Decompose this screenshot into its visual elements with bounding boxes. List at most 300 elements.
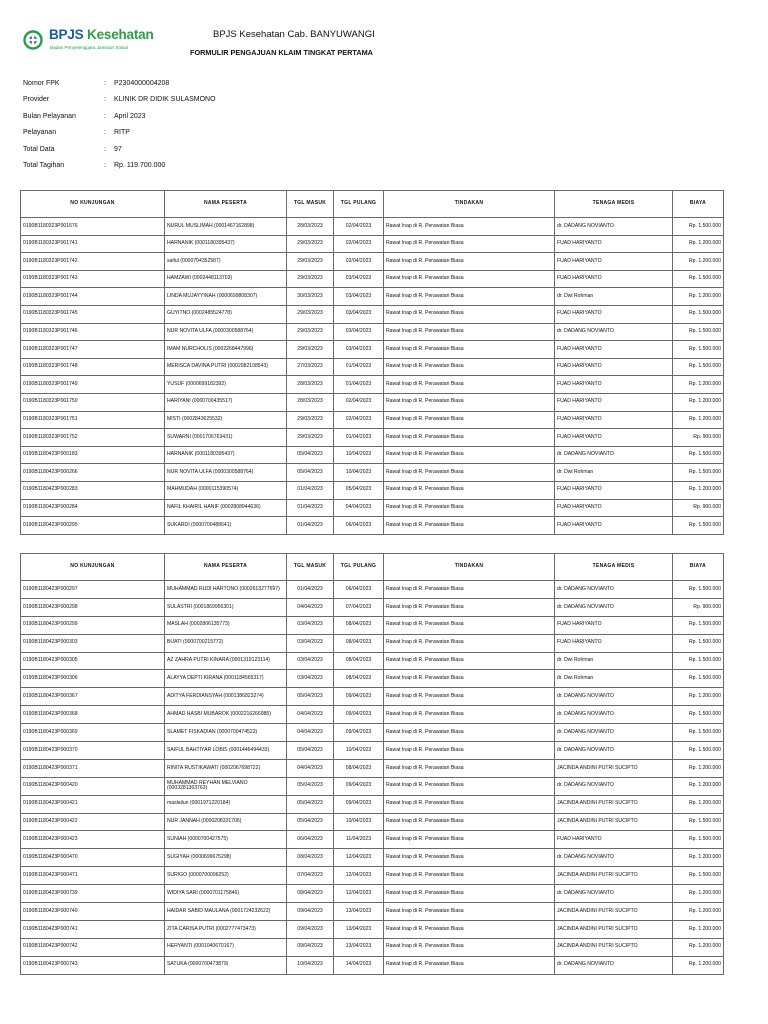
- cell-tgl-pulang: 03/04/2023: [334, 270, 384, 288]
- cell-tenaga-medis: dr. DADANG NOVIANTO: [555, 323, 673, 341]
- cell-nama-peserta: SUGIYAH (0000699675298): [165, 849, 287, 867]
- cell-tindakan: Rawat Inap di R. Perawatan Biasa: [384, 411, 555, 429]
- bpjs-emblem-icon: [23, 30, 43, 50]
- cell-tindakan: Rawat Inap di R. Perawatan Biasa: [384, 670, 555, 688]
- cell-tgl-masuk: 04/04/2023: [287, 759, 334, 777]
- cell-nama-peserta: SULASTRI (0001869956301): [165, 598, 287, 616]
- cell-tgl-pulang: 13/04/2023: [334, 938, 384, 956]
- cell-nama-peserta: NUR NOVITA ULFA (0000300588764): [165, 464, 287, 482]
- cell-tgl-masuk: 09/04/2023: [287, 903, 334, 921]
- info-separator: :: [104, 112, 106, 120]
- cell-tindakan: Rawat Inap di R. Perawatan Biasa: [384, 634, 555, 652]
- cell-biaya: Rp. 1.500.000: [673, 616, 724, 634]
- column-header-tgl-pulang: TGL PULANG: [334, 191, 384, 218]
- cell-tindakan: Rawat Inap di R. Perawatan Biasa: [384, 218, 555, 236]
- cell-nama-peserta: maslailun (0001971220184): [165, 795, 287, 813]
- info-separator: :: [104, 80, 106, 87]
- cell-tgl-pulang: 01/04/2023: [334, 358, 384, 376]
- cell-tgl-pulang: 10/04/2023: [334, 742, 384, 760]
- cell-no-kunjungan: 0190B1180423P000369: [21, 724, 165, 742]
- table-row: [21, 218, 724, 236]
- cell-tindakan: Rawat Inap di R. Perawatan Biasa: [384, 885, 555, 903]
- cell-nama-peserta: ADITYA FERDIANSYAH (0001386823274): [165, 688, 287, 706]
- cell-nama-peserta: SLAMET FISKADIAN (0000700474522): [165, 724, 287, 742]
- cell-biaya: Rp. 1.500.000: [673, 464, 724, 482]
- table-row: [21, 517, 724, 535]
- cell-tenaga-medis: JACINDA ANDINI PUTRI SUCIPTO: [555, 867, 673, 885]
- cell-tenaga-medis: JACINDA ANDINI PUTRI SUCIPTO: [555, 759, 673, 777]
- cell-tenaga-medis: dr. Dwi Rohman: [555, 652, 673, 670]
- cell-tgl-pulang: 13/04/2023: [334, 920, 384, 938]
- cell-tindakan: Rawat Inap di R. Perawatan Biasa: [384, 706, 555, 724]
- cell-tgl-pulang: 03/04/2023: [334, 305, 384, 323]
- cell-no-kunjungan: 0190B1180423P000297: [21, 581, 165, 599]
- cell-no-kunjungan: 0190B1180423P000743: [21, 956, 165, 974]
- cell-tindakan: Rawat Inap di R. Perawatan Biasa: [384, 481, 555, 499]
- cell-tgl-pulang: 01/04/2023: [334, 429, 384, 447]
- cell-tgl-masuk: 03/04/2023: [287, 652, 334, 670]
- cell-tindakan: Rawat Inap di R. Perawatan Biasa: [384, 358, 555, 376]
- info-value: April 2023: [114, 112, 146, 120]
- cell-tgl-masuk: 06/04/2023: [287, 831, 334, 849]
- cell-tenaga-medis: dr. DADANG NOVIANTO: [555, 706, 673, 724]
- cell-no-kunjungan: 0190B1180423P000739: [21, 885, 165, 903]
- cell-no-kunjungan: 0190B1180323P001744: [21, 288, 165, 306]
- cell-tgl-pulang: 01/04/2023: [334, 376, 384, 394]
- cell-biaya: Rp. 1.200.000: [673, 393, 724, 411]
- cell-tgl-masuk: 08/04/2023: [287, 849, 334, 867]
- cell-tgl-pulang: 06/04/2023: [334, 581, 384, 599]
- cell-tindakan: Rawat Inap di R. Perawatan Biasa: [384, 376, 555, 394]
- cell-nama-peserta: LINDA MUJAYYINAH (0000699808307): [165, 288, 287, 306]
- cell-nama-peserta: SATUKA (0000700473879): [165, 956, 287, 974]
- cell-tindakan: Rawat Inap di R. Perawatan Biasa: [384, 499, 555, 517]
- cell-biaya: Rp. 1.500.000: [673, 323, 724, 341]
- cell-tgl-masuk: 05/04/2023: [287, 813, 334, 831]
- cell-tindakan: Rawat Inap di R. Perawatan Biasa: [384, 742, 555, 760]
- info-label: Total Tagihan: [23, 161, 65, 169]
- cell-biaya: Rp. 1.500.000: [673, 446, 724, 464]
- table-row: [21, 903, 724, 921]
- cell-tenaga-medis: FUAD HARIYANTO: [555, 616, 673, 634]
- cell-no-kunjungan: 0190B1180423P000305: [21, 652, 165, 670]
- cell-no-kunjungan: 0190B1180323P001747: [21, 341, 165, 359]
- cell-nama-peserta: MUHAMMAD REYHAN MELVIANO (0003281363763): [165, 777, 287, 795]
- cell-biaya: Rp. 900.000: [673, 429, 724, 447]
- cell-nama-peserta: HARIYANI (0000700435517): [165, 393, 287, 411]
- cell-tindakan: Rawat Inap di R. Perawatan Biasa: [384, 831, 555, 849]
- table-row: [21, 464, 724, 482]
- cell-tindakan: Rawat Inap di R. Perawatan Biasa: [384, 777, 555, 795]
- cell-tgl-pulang: 02/04/2023: [334, 411, 384, 429]
- cell-nama-peserta: NAFIL KHAIRIL HANIF (0002808944636): [165, 499, 287, 517]
- cell-tgl-pulang: 04/04/2023: [334, 499, 384, 517]
- cell-no-kunjungan: 0190B1180423P000306: [21, 670, 165, 688]
- column-header-biaya: BIAYA: [673, 554, 724, 581]
- cell-nama-peserta: AHMAD HASBI MUBAROK (0002216266986): [165, 706, 287, 724]
- table-row: [21, 358, 724, 376]
- cell-no-kunjungan: 0190B1180423P000303: [21, 634, 165, 652]
- cell-tgl-masuk: 29/03/2023: [287, 411, 334, 429]
- cell-no-kunjungan: 0190B1180323P001750: [21, 393, 165, 411]
- cell-no-kunjungan: 0190B1180423P000295: [21, 517, 165, 535]
- cell-no-kunjungan: 0190B1180323P001743: [21, 270, 165, 288]
- cell-nama-peserta: IMAM NURCHOLIS (0002268447996): [165, 341, 287, 359]
- cell-nama-peserta: YUSUF (0000699182392): [165, 376, 287, 394]
- cell-tgl-masuk: 29/03/2023: [287, 323, 334, 341]
- cell-biaya: Rp. 1.500.000: [673, 706, 724, 724]
- cell-tindakan: Rawat Inap di R. Perawatan Biasa: [384, 903, 555, 921]
- cell-tgl-pulang: 08/04/2023: [334, 634, 384, 652]
- cell-tgl-pulang: 12/04/2023: [334, 867, 384, 885]
- cell-biaya: Rp. 1.500.000: [673, 270, 724, 288]
- cell-tindakan: Rawat Inap di R. Perawatan Biasa: [384, 235, 555, 253]
- cell-tgl-pulang: 05/04/2023: [334, 481, 384, 499]
- cell-tenaga-medis: JACINDA ANDINI PUTRI SUCIPTO: [555, 920, 673, 938]
- cell-tindakan: Rawat Inap di R. Perawatan Biasa: [384, 288, 555, 306]
- cell-tgl-pulang: 02/04/2023: [334, 253, 384, 271]
- cell-tgl-masuk: 29/03/2023: [287, 235, 334, 253]
- cell-tenaga-medis: dr. DADANG NOVIANTO: [555, 581, 673, 599]
- column-header-tgl-masuk: TGL MASUK: [287, 191, 334, 218]
- cell-biaya: Rp. 1.200.000: [673, 253, 724, 271]
- cell-no-kunjungan: 0190B1180423P000283: [21, 481, 165, 499]
- cell-nama-peserta: MAHMUDAH (0000115390574): [165, 481, 287, 499]
- cell-tenaga-medis: FUAD HARIYANTO: [555, 253, 673, 271]
- table-row: [21, 849, 724, 867]
- cell-no-kunjungan: 0190B1180323P001676: [21, 218, 165, 236]
- cell-tenaga-medis: JACINDA ANDINI PUTRI SUCIPTO: [555, 795, 673, 813]
- cell-no-kunjungan: 0190B1180323P001746: [21, 323, 165, 341]
- table-row: [21, 831, 724, 849]
- column-header-tenaga-medis: TENAGA MEDIS: [555, 191, 673, 218]
- cell-biaya: Rp. 1.500.000: [673, 670, 724, 688]
- cell-nama-peserta: SAIFUL BAHTIYAR LOBIS (0001446494433): [165, 742, 287, 760]
- cell-tgl-pulang: 11/04/2023: [334, 831, 384, 849]
- table-row: [21, 795, 724, 813]
- cell-tgl-masuk: 01/04/2023: [287, 517, 334, 535]
- column-header-no-kunjungan: NO KUNJUNGAN: [21, 191, 165, 218]
- cell-nama-peserta: HAIDAR SABID MAULANA (0001724232622): [165, 903, 287, 921]
- cell-nama-peserta: HARNANIK (0001180395437): [165, 446, 287, 464]
- claims-table-1: [20, 190, 724, 535]
- cell-biaya: Rp. 1.200.000: [673, 235, 724, 253]
- cell-tgl-pulang: 08/04/2023: [334, 759, 384, 777]
- cell-tenaga-medis: dr. DADANG NOVIANTO: [555, 446, 673, 464]
- cell-biaya: Rp. 1.500.000: [673, 305, 724, 323]
- cell-tgl-pulang: 03/04/2023: [334, 288, 384, 306]
- cell-no-kunjungan: 0190B1180323P001752: [21, 429, 165, 447]
- cell-tenaga-medis: FUAD HARIYANTO: [555, 411, 673, 429]
- cell-biaya: Rp. 1.500.000: [673, 581, 724, 599]
- table-header: [21, 191, 724, 218]
- cell-tindakan: Rawat Inap di R. Perawatan Biasa: [384, 323, 555, 341]
- cell-tindakan: Rawat Inap di R. Perawatan Biasa: [384, 867, 555, 885]
- table-row: [21, 393, 724, 411]
- table-row: [21, 706, 724, 724]
- table-row: [21, 813, 724, 831]
- table-row: [21, 688, 724, 706]
- cell-biaya: Rp. 1.500.000: [673, 652, 724, 670]
- cell-biaya: Rp. 1.500.000: [673, 358, 724, 376]
- cell-biaya: Rp. 1.500.000: [673, 724, 724, 742]
- cell-tgl-masuk: 09/04/2023: [287, 938, 334, 956]
- cell-tindakan: Rawat Inap di R. Perawatan Biasa: [384, 849, 555, 867]
- cell-nama-peserta: SUKARDI (0000700488641): [165, 517, 287, 535]
- cell-tenaga-medis: FUAD HARIYANTO: [555, 358, 673, 376]
- cell-nama-peserta: MISTI (0002843625532): [165, 411, 287, 429]
- cell-tgl-pulang: 06/04/2023: [334, 517, 384, 535]
- cell-tindakan: Rawat Inap di R. Perawatan Biasa: [384, 759, 555, 777]
- column-header-biaya: BIAYA: [673, 191, 724, 218]
- table-row: [21, 670, 724, 688]
- cell-biaya: Rp. 1.500.000: [673, 831, 724, 849]
- cell-tenaga-medis: FUAD HARIYANTO: [555, 235, 673, 253]
- cell-no-kunjungan: 0190B1180423P000299: [21, 616, 165, 634]
- cell-tgl-pulang: 10/04/2023: [334, 446, 384, 464]
- cell-tenaga-medis: JACINDA ANDINI PUTRI SUCIPTO: [555, 813, 673, 831]
- cell-tindakan: Rawat Inap di R. Perawatan Biasa: [384, 305, 555, 323]
- info-label: Bulan Pelayanan: [23, 112, 76, 120]
- cell-biaya: Rp. 900.000: [673, 598, 724, 616]
- cell-biaya: Rp. 900.000: [673, 499, 724, 517]
- cell-nama-peserta: MUHAMMAD RUDI HARTONO (0002613277697): [165, 581, 287, 599]
- cell-no-kunjungan: 0190B1180423P000368: [21, 706, 165, 724]
- cell-no-kunjungan: 0190B1180323P001749: [21, 376, 165, 394]
- cell-tgl-pulang: 14/04/2023: [334, 956, 384, 974]
- cell-tenaga-medis: dr. DADANG NOVIANTO: [555, 956, 673, 974]
- table-row: [21, 581, 724, 599]
- cell-nama-peserta: ZITA CARISA PUTRI (0002777473473): [165, 920, 287, 938]
- cell-tgl-masuk: 29/03/2023: [287, 270, 334, 288]
- cell-tenaga-medis: FUAD HARIYANTO: [555, 393, 673, 411]
- column-header-nama-peserta: NAMA PESERTA: [165, 191, 287, 218]
- cell-tgl-masuk: 30/03/2023: [287, 288, 334, 306]
- cell-tenaga-medis: FUAD HARIYANTO: [555, 429, 673, 447]
- column-header-tgl-pulang: TGL PULANG: [334, 554, 384, 581]
- cell-tenaga-medis: dr. DADANG NOVIANTO: [555, 777, 673, 795]
- info-value: Rp. 119.700.000: [114, 161, 166, 169]
- info-label: Provider: [23, 96, 50, 104]
- cell-tindakan: Rawat Inap di R. Perawatan Biasa: [384, 393, 555, 411]
- cell-tgl-masuk: 08/04/2023: [287, 885, 334, 903]
- cell-nama-peserta: SUNIAH (0000700427575): [165, 831, 287, 849]
- cell-biaya: Rp. 1.200.000: [673, 288, 724, 306]
- cell-no-kunjungan: 0190B1180423P000422: [21, 813, 165, 831]
- cell-tindakan: Rawat Inap di R. Perawatan Biasa: [384, 270, 555, 288]
- cell-tgl-pulang: 02/04/2023: [334, 218, 384, 236]
- cell-tgl-masuk: 10/04/2023: [287, 956, 334, 974]
- cell-biaya: Rp. 1.200.000: [673, 956, 724, 974]
- cell-tgl-pulang: 08/04/2023: [334, 652, 384, 670]
- cell-nama-peserta: ALAYYA DEPTI KIRANA (0001184565317): [165, 670, 287, 688]
- cell-no-kunjungan: 0190B1180423P000367: [21, 688, 165, 706]
- cell-tindakan: Rawat Inap di R. Perawatan Biasa: [384, 598, 555, 616]
- cell-no-kunjungan: 0190B1180423P000266: [21, 464, 165, 482]
- cell-biaya: Rp. 1.200.000: [673, 903, 724, 921]
- table-row: [21, 920, 724, 938]
- cell-no-kunjungan: 0190B1180423P000423: [21, 831, 165, 849]
- cell-tindakan: Rawat Inap di R. Perawatan Biasa: [384, 517, 555, 535]
- table-row: [21, 499, 724, 517]
- cell-tindakan: Rawat Inap di R. Perawatan Biasa: [384, 429, 555, 447]
- column-header-nama-peserta: NAMA PESERTA: [165, 554, 287, 581]
- cell-tindakan: Rawat Inap di R. Perawatan Biasa: [384, 616, 555, 634]
- cell-nama-peserta: BUATI (0000700215772): [165, 634, 287, 652]
- cell-tgl-pulang: 03/04/2023: [334, 341, 384, 359]
- cell-no-kunjungan: 0190B1180323P001741: [21, 235, 165, 253]
- cell-nama-peserta: saiful (0000704352587): [165, 253, 287, 271]
- cell-tgl-pulang: 07/04/2023: [334, 598, 384, 616]
- logo-brand-bpjs: BPJS: [49, 27, 88, 42]
- table-row: [21, 429, 724, 447]
- column-header-tgl-masuk: TGL MASUK: [287, 554, 334, 581]
- cell-nama-peserta: RINITA RUSTIKAWATI (0002067698722): [165, 759, 287, 777]
- cell-tenaga-medis: dr. Dwi Rohman: [555, 464, 673, 482]
- info-value: KLINIK DR DIDIK SULASMONO: [114, 96, 216, 104]
- cell-tenaga-medis: JACINDA ANDINI PUTRI SUCIPTO: [555, 938, 673, 956]
- cell-biaya: Rp. 1.500.000: [673, 634, 724, 652]
- cell-tgl-masuk: 29/03/2023: [287, 341, 334, 359]
- cell-tgl-masuk: 03/04/2023: [287, 616, 334, 634]
- cell-biaya: Rp. 1.200.000: [673, 481, 724, 499]
- cell-tgl-masuk: 28/03/2023: [287, 376, 334, 394]
- cell-no-kunjungan: 0190B1180423P000471: [21, 867, 165, 885]
- info-label: Pelayanan: [23, 129, 57, 137]
- cell-no-kunjungan: 0190B1180423P000370: [21, 742, 165, 760]
- cell-no-kunjungan: 0190B1180423P000298: [21, 598, 165, 616]
- cell-nama-peserta: MASLAH (0002806135773): [165, 616, 287, 634]
- cell-biaya: Rp. 1.500.000: [673, 218, 724, 236]
- info-value: 97: [114, 145, 122, 153]
- cell-nama-peserta: GUYITNO (0002485524778): [165, 305, 287, 323]
- cell-biaya: Rp. 1.500.000: [673, 517, 724, 535]
- cell-tgl-pulang: 10/04/2023: [334, 813, 384, 831]
- claims-table-2: [20, 553, 724, 975]
- cell-biaya: Rp. 1.200.000: [673, 759, 724, 777]
- cell-tenaga-medis: JACINDA ANDINI PUTRI SUCIPTO: [555, 903, 673, 921]
- cell-tenaga-medis: FUAD HARIYANTO: [555, 517, 673, 535]
- cell-tindakan: Rawat Inap di R. Perawatan Biasa: [384, 920, 555, 938]
- cell-tindakan: Rawat Inap di R. Perawatan Biasa: [384, 581, 555, 599]
- cell-nama-peserta: MERISCA DAVINA PUTRI (0002082108543): [165, 358, 287, 376]
- cell-nama-peserta: HARNANIK (0001180395437): [165, 235, 287, 253]
- cell-tindakan: Rawat Inap di R. Perawatan Biasa: [384, 341, 555, 359]
- cell-no-kunjungan: 0190B1180423P000740: [21, 903, 165, 921]
- table-row: [21, 652, 724, 670]
- table-row: [21, 253, 724, 271]
- cell-tenaga-medis: dr. DADANG NOVIANTO: [555, 598, 673, 616]
- cell-biaya: Rp. 1.200.000: [673, 411, 724, 429]
- logo-wordmark: [49, 27, 154, 42]
- cell-tgl-pulang: 09/04/2023: [334, 777, 384, 795]
- cell-no-kunjungan: 0190B1180323P001748: [21, 358, 165, 376]
- table-row: [21, 616, 724, 634]
- cell-tenaga-medis: dr. Dwi Rohman: [555, 670, 673, 688]
- cell-biaya: Rp. 1.200.000: [673, 885, 724, 903]
- cell-tindakan: Rawat Inap di R. Perawatan Biasa: [384, 446, 555, 464]
- cell-nama-peserta: NUR NOVITA ULFA (0000300588764): [165, 323, 287, 341]
- cell-tgl-masuk: 05/04/2023: [287, 688, 334, 706]
- cell-tgl-masuk: 07/04/2023: [287, 867, 334, 885]
- info-separator: :: [104, 129, 106, 137]
- cell-biaya: Rp. 1.200.000: [673, 688, 724, 706]
- cell-no-kunjungan: 0190B1180423P000741: [21, 920, 165, 938]
- cell-nama-peserta: HERYANTI (0001040670167): [165, 938, 287, 956]
- info-value: RITP: [114, 129, 130, 137]
- cell-nama-peserta: SURIGO (0000700096252): [165, 867, 287, 885]
- cell-biaya: Rp. 1.200.000: [673, 938, 724, 956]
- table-row: [21, 288, 724, 306]
- cell-tgl-pulang: 13/04/2023: [334, 903, 384, 921]
- table-row: [21, 742, 724, 760]
- cell-biaya: Rp. 1.200.000: [673, 777, 724, 795]
- cell-nama-peserta: NURUL MUSLIMAH (0001467162898): [165, 218, 287, 236]
- cell-tgl-pulang: 02/04/2023: [334, 393, 384, 411]
- cell-tenaga-medis: FUAD HARIYANTO: [555, 376, 673, 394]
- cell-tgl-masuk: 01/04/2023: [287, 481, 334, 499]
- cell-tenaga-medis: dr. Dwi Rohman: [555, 288, 673, 306]
- table-row: [21, 411, 724, 429]
- cell-tgl-masuk: 28/03/2023: [287, 218, 334, 236]
- table-row: [21, 938, 724, 956]
- cell-tgl-masuk: 09/04/2023: [287, 920, 334, 938]
- info-separator: :: [104, 96, 106, 104]
- cell-no-kunjungan: 0190B1180423P000420: [21, 777, 165, 795]
- cell-tenaga-medis: FUAD HARIYANTO: [555, 305, 673, 323]
- cell-tgl-masuk: 04/04/2023: [287, 598, 334, 616]
- cell-tgl-pulang: 12/04/2023: [334, 885, 384, 903]
- cell-no-kunjungan: 0190B1180323P001751: [21, 411, 165, 429]
- cell-tenaga-medis: FUAD HARIYANTO: [555, 831, 673, 849]
- table-row: [21, 759, 724, 777]
- cell-tgl-pulang: 09/04/2023: [334, 724, 384, 742]
- table-row: [21, 446, 724, 464]
- cell-tindakan: Rawat Inap di R. Perawatan Biasa: [384, 795, 555, 813]
- cell-tgl-masuk: 05/04/2023: [287, 464, 334, 482]
- cell-no-kunjungan: 0190B1180323P001745: [21, 305, 165, 323]
- table-header: [21, 554, 724, 581]
- cell-tgl-masuk: 29/03/2023: [287, 253, 334, 271]
- info-separator: :: [104, 161, 106, 169]
- table-row: [21, 323, 724, 341]
- form-title: FORMULIR PENGAJUAN KLAIM TINGKAT PERTAMA: [190, 48, 373, 57]
- cell-tgl-masuk: 03/04/2023: [287, 634, 334, 652]
- cell-biaya: Rp. 1.500.000: [673, 813, 724, 831]
- cell-tgl-pulang: 09/04/2023: [334, 688, 384, 706]
- cell-tenaga-medis: FUAD HARIYANTO: [555, 341, 673, 359]
- cell-tenaga-medis: FUAD HARIYANTO: [555, 634, 673, 652]
- table-row: [21, 305, 724, 323]
- cell-tenaga-medis: FUAD HARIYANTO: [555, 270, 673, 288]
- cell-nama-peserta: AZ ZAHRA PUTRI KINARA (0001319123114): [165, 652, 287, 670]
- cell-nama-peserta: HAMZAWI (0002448113703): [165, 270, 287, 288]
- cell-tgl-masuk: 29/03/2023: [287, 429, 334, 447]
- cell-tgl-pulang: 12/04/2023: [334, 849, 384, 867]
- table-row: [21, 777, 724, 795]
- cell-tgl-masuk: 03/04/2023: [287, 670, 334, 688]
- table-row: [21, 885, 724, 903]
- cell-tgl-masuk: 05/04/2023: [287, 777, 334, 795]
- cell-nama-peserta: WIDIYA SARI (0000701175846): [165, 885, 287, 903]
- cell-biaya: Rp. 1.200.000: [673, 849, 724, 867]
- logo-tagline: Badan Penyelenggara Jaminan Sosial: [50, 45, 128, 50]
- cell-tenaga-medis: FUAD HARIYANTO: [555, 499, 673, 517]
- cell-tindakan: Rawat Inap di R. Perawatan Biasa: [384, 652, 555, 670]
- table-row: [21, 867, 724, 885]
- office-name: BPJS Kesehatan Cab. BANYUWANGI: [213, 29, 375, 40]
- cell-tgl-masuk: 05/04/2023: [287, 742, 334, 760]
